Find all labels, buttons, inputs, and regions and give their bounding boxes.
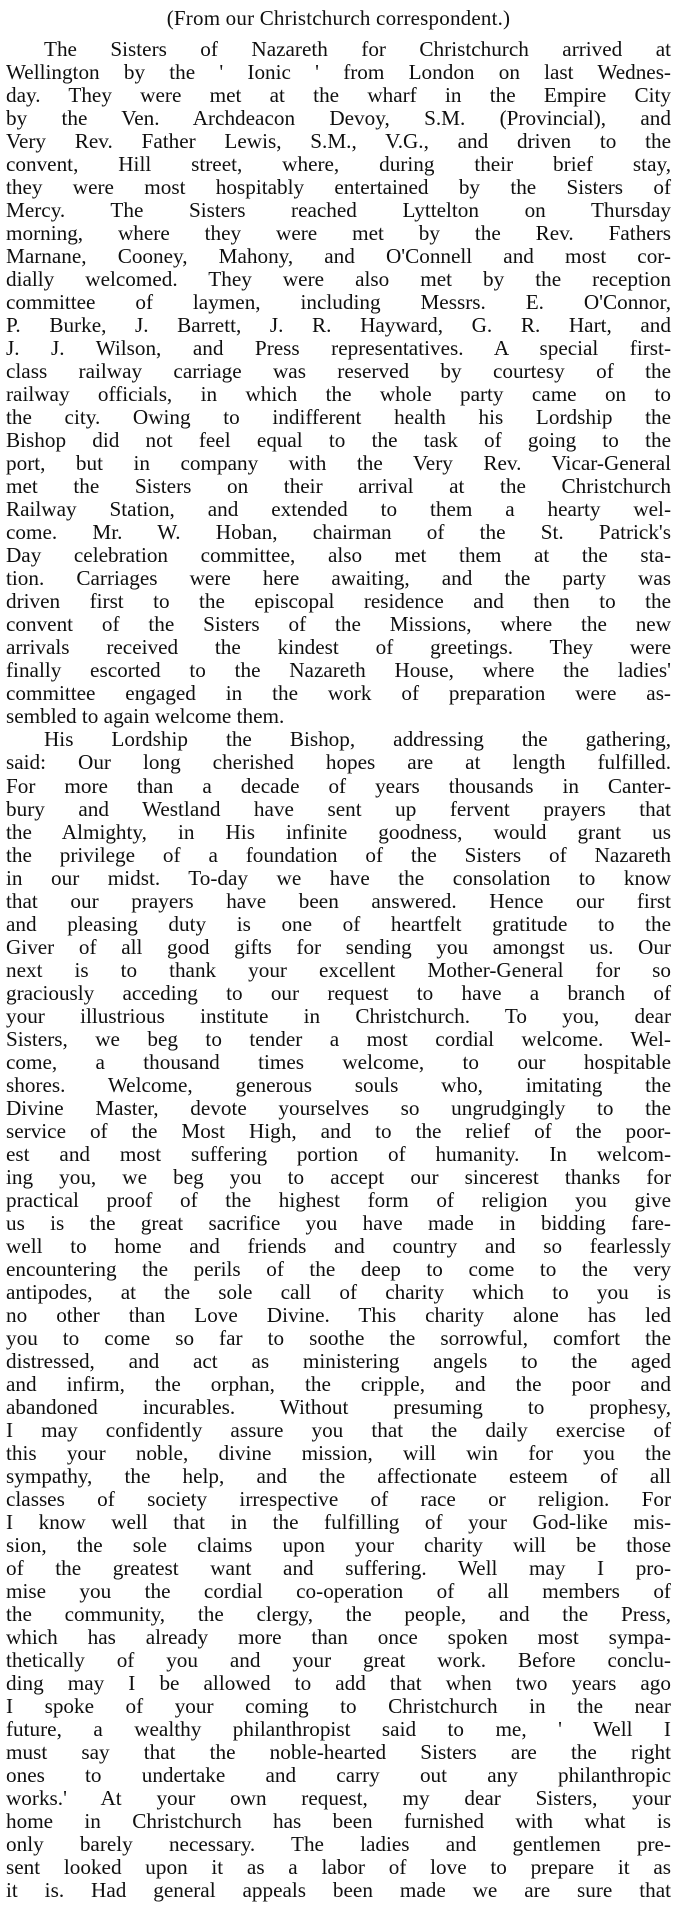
text-line: thetically of you and your great work. Before conclu- [6,1648,671,1673]
text-line: ding may I be allowed to add that when two years ago [6,1671,671,1696]
text-line: the privilege of a foundation of the Sisters of Nazareth [6,842,671,867]
text-line: Very Rev. Father Lewis, S.M., V.G., and driven to the [6,129,671,154]
text-line: sent looked upon it as a labor of love to prepare it as [6,1855,671,1880]
text-line: shores. Welcome, generous souls who, imitating the [6,1072,671,1097]
text-line: tion. Carriages were here awaiting, and the party was [6,566,671,591]
text-line: works.' At your own request, my dear Sisters, your [6,1786,671,1811]
text-line: home in Christchurch has been furnished with what is [6,1809,671,1834]
text-line: next is to thank your excellent Mother-General for so [6,957,671,982]
text-line: morning, where they were met by the Rev. Fathers [6,221,671,246]
text-line: bury and Westland have sent up fervent prayers that [6,796,671,821]
text-line: class railway carriage was reserved by courtesy of the [6,359,671,384]
text-line: practical proof of the highest form of religion you give [6,1187,671,1212]
text-line: For more than a decade of years thousands in Canter- [6,773,671,798]
text-line: finally escorted to the Nazareth House, where the ladies' [6,658,671,683]
text-line: dially welcomed. They were also met by the reception [6,267,671,292]
text-line: I spoke of your coming to Christchurch in the near [6,1694,671,1719]
text-line: well to home and friends and country and so fearlessly [6,1233,671,1258]
text-line: ones to undertake and carry out any philanthropic [6,1763,671,1788]
text-line: antipodes, at the sole call of charity which to you is [6,1279,671,1304]
text-line: Sisters, we beg to tender a most cordial welcome. Wel- [6,1026,671,1051]
text-line: Wellington by the ' Ionic ' from London on last Wednes- [6,60,671,85]
text-line: distressed, and act as ministering angels to the aged [6,1348,671,1373]
text-line: in our midst. To-day we have the consolation to know [6,865,671,890]
text-line: day. They were met at the wharf in the Empire City [6,83,671,108]
text-line: said: Our long cherished hopes are at length fulfilled. [6,750,671,775]
text-line: port, but in company with the Very Rev. Vicar-General [6,451,671,476]
text-line: abandoned incurables. Without presuming to prophesy, [6,1394,671,1419]
text-line: convent of the Sisters of the Missions, where the new [6,612,671,637]
text-line: and infirm, the orphan, the cripple, and the poor and [6,1371,671,1396]
text-line: The Sisters of Nazareth for Christchurch arrived at [44,37,671,61]
text-line: sympathy, the help, and the affectionate esteem of all [6,1463,671,1488]
text-line: railway officials, in which the whole party came on to [6,382,671,407]
text-line: committee engaged in the work of preparation were as- [6,681,671,706]
text-line: of the greatest want and suffering. Well may I pro- [6,1556,671,1581]
text-line: you to come so far to soothe the sorrowful, comfort the [6,1325,671,1350]
text-line: encountering the perils of the deep to come to the very [6,1256,671,1281]
text-line: only barely necessary. The ladies and gentlemen pre- [6,1832,671,1857]
text-line: us is the great sacrifice you have made in bidding fare- [6,1210,671,1235]
text-line: driven first to the episcopal residence and then to the [6,589,671,614]
text-line: graciously acceding to our request to have a branch of [6,980,671,1005]
text-line: by the Ven. Archdeacon Devoy, S.M. (Provincial), and [6,106,671,131]
text-line: this your noble, divine mission, will win for you the [6,1440,671,1465]
text-line: His Lordship the Bishop, addressing the gathering, [44,727,671,752]
text-line: and pleasing duty is one of heartfelt gratitude to the [6,911,671,936]
text-line: arrivals received the kindest of greetings. They were [6,635,671,660]
text-line: Railway Station, and extended to them a hearty wel- [6,497,671,522]
text-line: P. Burke, J. Barrett, J. R. Hayward, G. R. Hart, and [6,313,671,338]
text-line: est and most suffering portion of humanity. In welcom- [6,1141,671,1166]
text-line: Day celebration committee, also met them at the sta- [6,543,671,568]
text-line: Marnane, Cooney, Mahony, and O'Connell and most cor- [6,244,671,269]
text-line: committee of laymen, including Messrs. E. O'Connor, [6,290,671,315]
text-line: Bishop did not feel equal to the task of going to the [6,428,671,453]
text-line: I know well that in the fulfilling of your God-like mis- [6,1510,671,1534]
text-line: mise you the cordial co-operation of all members of [6,1579,671,1604]
text-line: come. Mr. W. Hoban, chairman of the St. Patrick's [6,520,671,545]
text-line: sembled to again welcome them. [6,704,285,729]
text-line: the community, the clergy, the people, and the Press, [6,1602,671,1627]
text-line: service of the Most High, and to the relief of the poor- [6,1118,671,1143]
text-line: ing you, we beg you to accept our sincerest thanks for [6,1164,671,1189]
text-line: met the Sisters on their arrival at the Christchurch [6,474,671,499]
paragraph-arrival [6,38,671,728]
text-line: I may confidently assure you that the daily exercise of [6,1417,671,1442]
text-line: come, a thousand times welcome, to our hospitable [6,1049,671,1074]
text-line: must say that the noble-hearted Sisters are the right [6,1740,671,1765]
text-line: the city. Owing to indifferent health his Lordship the [6,405,671,430]
text-line: it is. Had general appeals been made we are sure that [6,1878,671,1903]
text-line: classes of society irrespective of race or religion. For [6,1486,671,1511]
text-line: the Almighty, in His infinite goodness, would grant us [6,819,671,844]
text-line: future, a wealthy philanthropist said to me, ' Well I [6,1717,671,1742]
text-line: sion, the sole claims upon your charity will be those [6,1533,671,1558]
text-line: convent, Hill street, where, during their brief stay, [6,152,671,177]
text-line: Mercy. The Sisters reached Lyttelton on Thursday [6,198,671,223]
text-line: Giver of all good gifts for sending you amongst us. Our [6,934,671,959]
text-line: your illustrious institute in Christchurch. To you, dear [6,1003,671,1028]
text-line: that our prayers have been answered. Hence our first [6,888,671,913]
correspondent-byline: (From our Christchurch correspondent.) [166,6,511,30]
text-line: Divine Master, devote yourselves so ungrudgingly to the [6,1095,671,1120]
text-line: they were most hospitably entertained by the Sisters of [6,175,671,200]
text-line: which has already more than once spoken most sympa- [6,1625,671,1650]
text-line: J. J. Wilson, and Press representatives. A special first- [6,336,671,361]
text-line: no other than Love Divine. This charity alone has led [6,1302,671,1327]
paragraph-bishop-address [6,728,671,1902]
